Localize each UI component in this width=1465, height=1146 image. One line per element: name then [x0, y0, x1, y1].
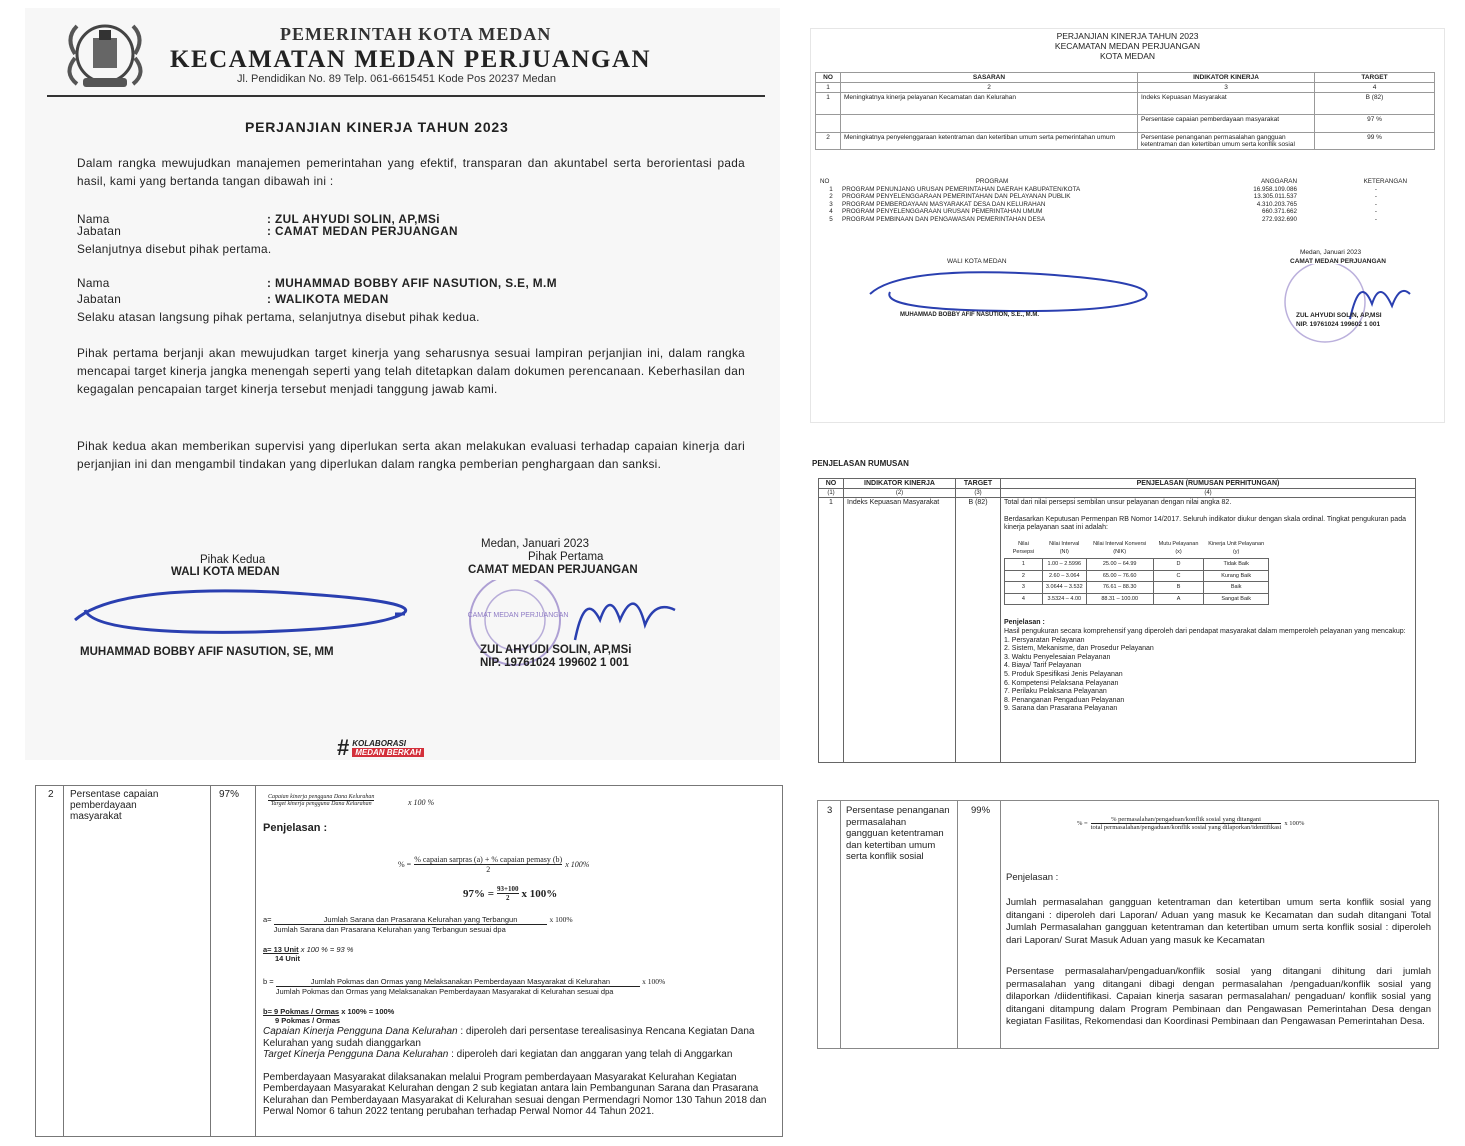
list-item: 7. Perilaku Pelaksana Pelayanan — [1004, 688, 1107, 696]
row3-target: 99% — [971, 805, 991, 816]
list-item — [820, 216, 1430, 224]
eq1-den: 2 — [486, 865, 491, 874]
logo-line-1: KOLABORASI — [352, 739, 407, 748]
a-den: Jumlah Sarana dan Prasarana Kelurahan yang Terbangun sesuai dpa — [273, 925, 506, 934]
scale-table — [1004, 539, 1269, 606]
letter-paragraph-1: Pihak pertama berjanji akan mewujudkan target kinerja yang seharusnya sesuai lampiran perjanjian ini, dalam rangka mencapai target kinerja jangka menengah seperti yang telah ditetapkan dalam dokumen perencanaan. Keberhasilan dan kegagalan pencapaian target kinerja tersebut menjadi tanggung jawab kami. — [77, 346, 745, 396]
annex-left-title: WALI KOTA MEDAN — [947, 258, 1007, 265]
list-item: 1. Persyaratan Pelayanan — [1004, 636, 1085, 644]
row3-indicator: Persentase penanganan permasalahan gangguan ketentraman dan ketertiban umum serta konflik sosial — [846, 805, 950, 862]
col-no: NO — [816, 73, 841, 83]
table-row — [816, 133, 1435, 150]
eq2-num: 93+100 — [497, 885, 519, 893]
def1-text: : diperoleh dari persentase terealisasinya Rencana Kegiatan Dana Kelurahan yang sudah dianggarkan — [263, 1026, 755, 1049]
prog-budget: 4.310.203.765 — [1256, 200, 1297, 208]
right-sig-nip: NIP. 19761024 199602 1 001 — [480, 657, 629, 669]
header-divider — [47, 95, 765, 97]
row3-formula — [1077, 816, 1304, 831]
cell-sasaran: Meningkatnya kinerja pelayanan Kecamatan dan Kelurahan — [841, 93, 1138, 115]
annex-signatures — [860, 264, 1420, 354]
eq1 — [398, 855, 589, 874]
col-num: 3 — [1138, 83, 1315, 93]
prog-name: PROGRAM PEMBINAAN DAN PENGAWASAN PEMERINTAHAN DESA — [842, 215, 1046, 223]
scale-cell: 88.31 – 100.00 — [1086, 593, 1153, 605]
penjelasan-label: Penjelasan : — [1004, 619, 1045, 627]
explain-line-2: Berdasarkan Keputusan Permenpan RB Nomor 14/2017. Seluruh indikator diukur dengan skala ordinal. Tingkat pengukuran pada kinerja pelayanan saat ini adalah: — [1004, 515, 1406, 532]
cell-target: 99 % — [1315, 133, 1435, 150]
list-item: 2. Sistem, Mekanisme, dan Prosedur Pelayanan — [1004, 645, 1154, 653]
eq1-lhs: % = — [398, 860, 412, 869]
scale-cell: 65.00 – 76.60 — [1086, 570, 1153, 582]
row3-paragraph-2: Persentase permasalahan/pengaduan/konflik sosial yang ditangani dihitung dari jumlah permasalahan yang ditangani dibagi dengan permasalahan /pengaduan/konflik sosial yang dilaporkan /diidentifikasi. Capaian kinerja sasaran permasalahan/ pengaduan/ konflik sosial yang ditangani ditampung dalam Program Pembinaan dan Pengawasan Pemerintahan Desa dengan kegiatan Fasilitas, Rekomendasi dan Koordinasi Pembinaan dan Pengawasan Pemerintahan Desa. — [1006, 966, 1431, 1027]
explain-heading: PENJELASAN RUMUSAN — [812, 459, 909, 468]
left-sig-role: Pihak Kedua — [200, 554, 266, 566]
cell-no: 1 — [816, 93, 841, 115]
a-num: Jumlah Sarana dan Prasarana Kelurahan yang Terbangun — [274, 915, 548, 925]
prog-budget: 272.932.690 — [1261, 215, 1297, 223]
list-item: 3. Waktu Penyelesaian Pelayanan — [1004, 653, 1111, 661]
prog-no: 4 — [829, 208, 833, 215]
row2-indicator: Persentase capaian pemberdayaan masyarakat — [70, 789, 159, 822]
col-penjelasan: PENJELASAN (RUMUSAN PERHITUNGAN) — [1001, 479, 1416, 489]
list-item — [820, 208, 1430, 216]
a-calc-num: a= 13 Unit — [263, 945, 299, 954]
col-no: NO — [819, 479, 844, 489]
cell-indikator: Indeks Kepuasan Masyarakat — [1138, 93, 1315, 115]
prog-no: 5 — [829, 215, 833, 223]
hash-icon: # — [337, 735, 350, 760]
scale-cell: Kurang Baik — [1204, 570, 1269, 582]
scale-cell: D — [1153, 558, 1204, 570]
a-calc — [263, 945, 353, 963]
explain-table — [818, 478, 1416, 763]
table-row — [1005, 593, 1269, 605]
first-party-position: : CAMAT MEDAN PERJUANGAN — [267, 224, 458, 238]
annex-right-nip: NIP. 19761024 199602 1 001 — [1296, 321, 1381, 328]
eq2 — [463, 885, 557, 902]
right-sig-role: Pihak Pertama — [528, 551, 604, 563]
col-num: (2) — [844, 489, 956, 498]
cell-indikator: Indeks Kepuasan Masyarakat — [844, 498, 956, 763]
second-party-position: : WALIKOTA MEDAN — [267, 292, 389, 306]
col-target: TARGET — [956, 479, 1001, 489]
annex-left-name: MUHAMMAD BOBBY AFIF NASUTION, S.E., M.M. — [900, 312, 1039, 318]
row3-paragraph-1: Jumlah permasalahan gangguan ketentraman dan ketertiban umum serta konflik sosial yang ditangani : diperoleh dari Laporan/ Aduan yang masuk ke Kecamatan dan sudah ditangani Total Jumlah Permasalahan gangguan ketentraman dan ketertiban umum serta konflik sosial : diperoleh dari Laporan/ Surat Masuk Aduan yang masuk ke Kecamatan — [1006, 897, 1431, 946]
row2-definitions — [263, 1026, 773, 1118]
scale-col: Nilai Interval (NI) — [1049, 540, 1080, 556]
table-row — [819, 498, 1416, 763]
f-tail: x 100% — [1284, 820, 1305, 827]
second-party-name-label: Nama — [77, 276, 110, 290]
cell-sasaran — [841, 115, 1138, 133]
second-party-note: Selaku atasan langsung pihak pertama, selanjutnya disebut pihak kedua. — [77, 310, 480, 324]
list-item: 6. Kompetensi Pelaksana Pelayanan — [1004, 679, 1119, 687]
prog-budget: 13.305.011.537 — [1253, 193, 1297, 200]
formula-den: Target kinerja pengguna Dana Kelurahan — [270, 801, 372, 807]
a-tail: x 100% — [549, 915, 573, 924]
table-row — [1005, 570, 1269, 582]
prog-name: PROGRAM PEMBERDAYAAN MASYARAKAT DESA DAN KELURAHAN — [842, 200, 1046, 208]
table-row — [816, 93, 1435, 115]
annex-place-date: Medan, Januari 2023 — [1300, 249, 1362, 256]
second-party-name: : MUHAMMAD BOBBY AFIF NASUTION, S.E, M.M — [267, 276, 557, 290]
left-sig-name: MUHAMMAD BOBBY AFIF NASUTION, SE, MM — [80, 646, 334, 658]
def2-term: Target Kinerja Pengguna Dana Kelurahan — [263, 1049, 449, 1060]
list-item: 9. Sarana dan Prasarana Pelayanan — [1004, 705, 1118, 713]
program-list — [820, 178, 1430, 223]
prog-no: 1 — [829, 185, 833, 193]
row2-target: 97% — [219, 789, 240, 800]
cell-no — [816, 115, 841, 133]
prog-budget: 660.371.662 — [1261, 208, 1297, 215]
target-table — [815, 72, 1435, 150]
b-num: Jumlah Pokmas dan Ormas yang Melaksanakan Pemberdayaan Masyarakat di Kelurahan — [276, 977, 640, 987]
header-district: KECAMATAN MEDAN PERJUANGAN — [170, 46, 652, 73]
row3-penjelasan-label: Penjelasan : — [1006, 872, 1059, 883]
annex-title-1: PERJANJIAN KINERJA TAHUN 2023 — [1056, 31, 1199, 41]
a-calc-den: 14 Unit — [275, 954, 301, 963]
cell-target: B (82) — [956, 498, 1001, 763]
left-sig-title: WALI KOTA MEDAN — [171, 566, 280, 578]
col-target: TARGET — [1315, 73, 1435, 83]
scale-col: Kinerja Unit Pelayanan (y) — [1208, 540, 1265, 556]
scale-cell: 3.5324 – 4.00 — [1042, 593, 1086, 605]
col-indikator: INDIKATOR KINERJA — [1138, 73, 1315, 83]
scale-cell: 1.00 – 2.5996 — [1042, 558, 1086, 570]
logo-line-2: MEDAN BERKAH — [352, 748, 424, 757]
scale-cell: Sangat Baik — [1204, 593, 1269, 605]
table-row — [1005, 582, 1269, 594]
b-calc-tail: x 100% = 100% — [341, 1007, 395, 1016]
prog-col-program: PROGRAM — [975, 178, 1009, 185]
annex-page — [810, 28, 1445, 423]
letter-title: PERJANJIAN KINERJA TAHUN 2023 — [245, 119, 509, 135]
scale-col: Nilai Persepsi — [1012, 540, 1035, 556]
letter-intro: Dalam rangka mewujudkan manajemen pemerintahan yang efektif, transparan dan akuntabel serta berorientasi pada hasil, kami yang bertanda tangan dibawah ini : — [77, 156, 745, 188]
stamp-text: CAMAT MEDAN PERJUANGAN — [467, 612, 569, 619]
prog-col-budget: ANGGARAN — [1260, 178, 1297, 185]
prog-budget: 16.958.109.086 — [1253, 185, 1297, 193]
annex-right-title: CAMAT MEDAN PERJUANGAN — [1290, 258, 1386, 265]
eq2-den: 2 — [506, 894, 510, 902]
header-government: PEMERINTAH KOTA MEDAN — [280, 24, 552, 44]
letter-page — [25, 8, 780, 760]
city-emblem-icon — [55, 18, 155, 94]
right-sig-title: CAMAT MEDAN PERJUANGAN — [468, 564, 638, 576]
annex-title-2: KECAMATAN MEDAN PERJUANGAN — [1054, 41, 1201, 51]
list-item: 8. Penanganan Pengaduan Pelayanan — [1004, 696, 1125, 704]
cell-penjelasan — [1001, 498, 1416, 763]
prog-col-no: NO — [820, 178, 830, 185]
annex-title-3: KOTA MEDAN — [1099, 51, 1156, 61]
letter-paragraph-2: Pihak kedua akan memberikan supervisi yang diperlukan serta akan melakukan evaluasi terhadap capaian kinerja dari perjanjian ini dan mengambil tindakan yang diperlukan dalam rangka pemberian penghargaan dan sanksi. — [77, 439, 745, 471]
row2-closing: Pemberdayaan Masyarakat dilaksanakan melalui Program pemberdayaan Masyarakat Kelurahan Kegiatan Pemberdayaan Masyarakat Kelurahan dengan 2 sub kegiatan antara lain Pembangunan Sarana dan Prasarana Kelurahan dan Pemberdayaan Masyarakat di Kelurahan sesuai dengan Permendagri Nomor 130 Tahun 2018 dan Perwal Nomor 6 tahun 2022 tentang perubahan terhadap Perwal Nomor 44 Tahun 2021. — [263, 1071, 767, 1117]
scale-cell: 3 — [1005, 582, 1043, 594]
row3-page — [817, 800, 1439, 1050]
explanation-page — [810, 455, 1445, 765]
col-num: 4 — [1315, 83, 1435, 93]
prog-note: - — [1374, 208, 1377, 215]
list-item — [820, 193, 1430, 201]
eq1-tail: x 100% — [565, 860, 590, 869]
col-num: (4) — [1001, 489, 1416, 498]
cell-sasaran: Meningkatnya penyelenggaraan ketentraman dan ketertiban umum serta pemerintahan umum — [841, 133, 1138, 150]
row2-penjelasan-label: Penjelasan : — [263, 822, 328, 834]
row2-no: 2 — [48, 789, 54, 800]
b-calc — [263, 1007, 394, 1025]
b-calc-den: 9 Pokmas / Ormas — [275, 1016, 341, 1025]
col-sasaran: SASARAN — [841, 73, 1138, 83]
col-num: 1 — [816, 83, 841, 93]
b-den: Jumlah Pokmas dan Ormas yang Melaksanakan Pemberdayaan Masyarakat di Kelurahan sesuai dpa — [275, 987, 614, 996]
prog-note: - — [1374, 200, 1377, 208]
first-party-position-label: Jabatan — [77, 224, 122, 238]
b-label: b = — [263, 977, 274, 986]
scale-cell: 4 — [1005, 593, 1043, 605]
right-sig-name: ZUL AHYUDI SOLIN, AP,MSi — [480, 644, 632, 656]
first-party-name-label: Nama — [77, 212, 110, 226]
table-row — [816, 115, 1435, 133]
scale-cell: C — [1153, 570, 1204, 582]
scale-col: Nilai Interval Konversi (NIK) — [1093, 540, 1147, 556]
prog-col-note: KETERANGAN — [1363, 178, 1407, 185]
b-tail: x 100% — [642, 977, 666, 986]
b-calc-num: b= 9 Pokmas / Ormas — [263, 1007, 340, 1016]
f-lhs: % = — [1077, 820, 1088, 827]
scale-cell: Tidak Baik — [1204, 558, 1269, 570]
first-party-name: : ZUL AHYUDI SOLIN, AP,MSi — [267, 212, 440, 226]
header-address: Jl. Pendidikan No. 89 Telp. 061-6615451 Kode Pos 20237 Medan — [237, 73, 557, 85]
b-formula — [263, 977, 665, 996]
col-num: 2 — [841, 83, 1138, 93]
col-indikator: INDIKATOR KINERJA — [844, 479, 956, 489]
prog-name: PROGRAM PENUNJANG URUSAN PEMERINTAHAN DAERAH KABUPATEN/KOTA — [842, 185, 1081, 193]
col-num: (1) — [819, 489, 844, 498]
a-formula — [263, 915, 573, 934]
list-item: 5. Produk Spesifikasi Jenis Pelayanan — [1004, 670, 1123, 678]
table-row — [1005, 558, 1269, 570]
eq1-num: % capaian sarpras (a) + % capaian pemasy (b) — [414, 855, 563, 864]
explain-line-1: Total dari nilai persepsi sembilan unsur pelayanan dengan nilai angka 82. — [1004, 499, 1232, 506]
annex-right-name: ZUL AHYUDI SOLIN, AP,MSI — [1296, 312, 1382, 319]
scale-cell: 25.00 – 64.99 — [1086, 558, 1153, 570]
prog-note: - — [1374, 215, 1377, 223]
list-item — [820, 201, 1430, 209]
kolaborasi-logo — [337, 735, 424, 760]
scale-cell: A — [1153, 593, 1204, 605]
list-item — [820, 186, 1430, 194]
row3-no: 3 — [827, 805, 833, 816]
cell-indikator: Persentase penanganan permasalahan gangguan ketentraman dan ketertiban umum serta konflik sosial — [1138, 133, 1315, 150]
f-num: % permasalahan/pengaduan/konflik sosial yang ditangani — [1091, 816, 1282, 824]
formula-num: Capaian kinerja pengguna Dana Kelurahan — [268, 794, 375, 800]
cell-target: B (82) — [1315, 93, 1435, 115]
scale-cell: Baik — [1204, 582, 1269, 594]
scale-cell: 76.61 – 88.30 — [1086, 582, 1153, 594]
def2-text: : diperoleh dari kegiatan dan anggaran yang telah di Anggarkan — [448, 1049, 733, 1060]
formula-tail: x 100 % — [408, 798, 435, 807]
eq2-tail: x 100% — [521, 887, 558, 900]
eq2-lhs: 97% = — [463, 887, 495, 900]
scale-cell: 2 — [1005, 570, 1043, 582]
f-den: total permasalahan/pengaduan/konflik sosial yang dilaporkan/identifikasi — [1090, 824, 1282, 831]
scale-cell: 1 — [1005, 558, 1043, 570]
prog-name: PROGRAM PENYELENGGARAAN PEMERINTAHAN DAN PELAYANAN PUBLIK — [842, 193, 1071, 200]
row2-page — [35, 785, 783, 1137]
row2-formula — [268, 794, 374, 807]
col-num: (3) — [956, 489, 1001, 498]
scale-col: Mutu Pelayanan (x) — [1158, 540, 1199, 556]
first-party-note: Selanjutnya disebut pihak pertama. — [77, 242, 272, 256]
cell-indikator: Persentase capaian pemberdayaan masyarakat — [1138, 115, 1315, 133]
prog-no: 2 — [829, 193, 833, 200]
prog-note: - — [1374, 185, 1377, 193]
prog-note: - — [1374, 193, 1377, 200]
scale-cell: 2.60 – 3.064 — [1042, 570, 1086, 582]
prog-name: PROGRAM PENYELENGGARAAN URUSAN PEMERINTAHAN UMUM — [842, 208, 1043, 215]
def1-term: Capaian Kinerja Pengguna Dana Kelurahan — [263, 1026, 458, 1037]
cell-target: 97 % — [1315, 115, 1435, 133]
a-calc-tail: x 100 % = 93 % — [300, 945, 354, 954]
second-party-position-label: Jabatan — [77, 292, 122, 306]
scale-cell: 3.0644 – 3.532 — [1042, 582, 1086, 594]
scale-cell: B — [1153, 582, 1204, 594]
penjelasan-text: Hasil pengukuran secara komprehensif yang diperoleh dari pendapat masyarakat dalam memperoleh pelayanan yang mencakup: — [1004, 627, 1406, 635]
letter-place-date: Medan, Januari 2023 — [481, 538, 590, 550]
cell-no: 1 — [819, 498, 844, 763]
cell-no: 2 — [816, 133, 841, 150]
list-item: 4. Biaya/ Tarif Pelayanan — [1004, 662, 1082, 670]
prog-no: 3 — [829, 200, 833, 208]
a-label: a= — [263, 915, 272, 924]
